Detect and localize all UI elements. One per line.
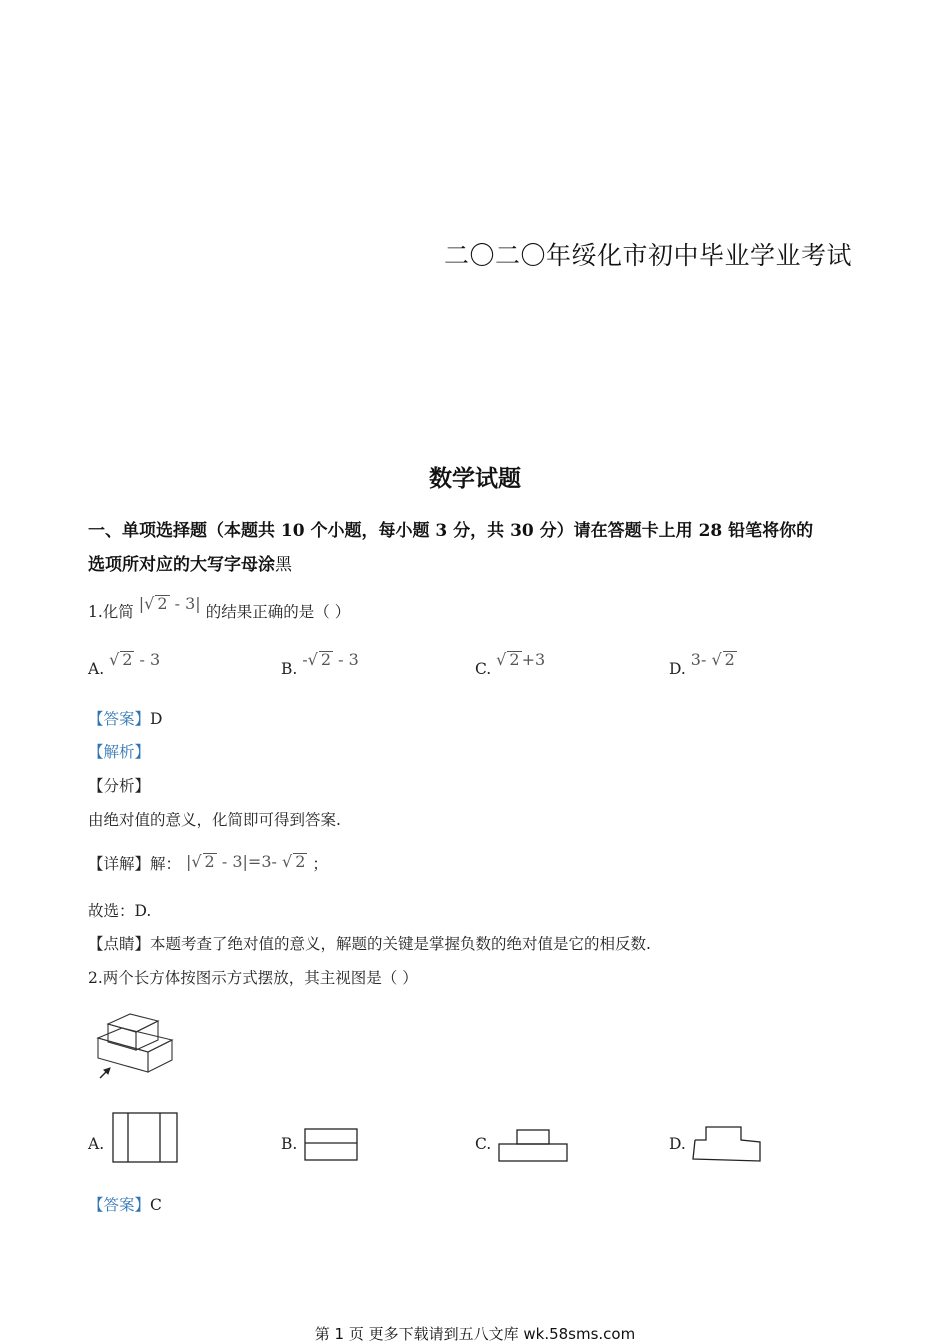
q2-answer: 【答案】C bbox=[88, 1196, 162, 1214]
section-line-1: 一、单项选择题（本题共 10 个小题，每小题 3 分，共 30 分）请在答题卡上用 28 铅笔将你的 bbox=[88, 521, 814, 541]
q1-option-a: A. √ 2 - 3 bbox=[88, 650, 161, 678]
q2-stacked-boxes-figure bbox=[94, 1010, 176, 1082]
q1-expression: |√ 2 - 3| bbox=[138, 594, 201, 613]
section-line-2 bbox=[88, 548, 813, 582]
q1-suffix: 的结果正确的是（ ） bbox=[205, 603, 351, 621]
section-line-2-normal: 黑 bbox=[275, 555, 292, 575]
q2-option-a-figure bbox=[112, 1112, 180, 1164]
subject-title: 数学试题 bbox=[429, 465, 521, 492]
q2-option-b-label: B. bbox=[281, 1135, 298, 1153]
q1-detail: 【详解】解： |√ 2 - 3|=3- √ 2 ； bbox=[88, 852, 328, 873]
q2-option-c-label: C. bbox=[475, 1135, 492, 1153]
q1-option-d: D. 3- √ 2 bbox=[669, 650, 735, 678]
q2-option-d-figure bbox=[691, 1124, 765, 1164]
q1-option-c: C. √ 2 +3 bbox=[475, 650, 546, 678]
page-footer: 第 1 页 更多下载请到五八文库 wk.58sms.com bbox=[314, 1325, 636, 1343]
q2-option-b-figure bbox=[304, 1127, 360, 1163]
question-2: 2.两个长方体按图示方式摆放，其主视图是（ ） bbox=[88, 969, 418, 987]
exam-title: 二〇二〇年绥化市初中毕业学业考试 bbox=[444, 241, 853, 270]
q1-comment: 【点睛】本题考查了绝对值的意义，解题的关键是掌握负数的绝对值是它的相反数. bbox=[88, 935, 651, 953]
q1-fenxi-tag: 【分析】 bbox=[88, 777, 151, 795]
q1-choose: 故选：D. bbox=[88, 902, 152, 920]
q1-fenxi-text: 由绝对值的意义，化简即可得到答案. bbox=[88, 811, 341, 829]
section-heading bbox=[88, 514, 813, 582]
q2-option-c-figure bbox=[497, 1128, 571, 1164]
q2-option-a-label: A. bbox=[88, 1135, 105, 1153]
question-1 bbox=[88, 594, 351, 622]
q1-prefix: 1.化简 bbox=[88, 603, 134, 621]
q2-option-d-label: D. bbox=[669, 1135, 686, 1153]
q1-option-b: B. -√ 2 - 3 bbox=[281, 650, 359, 678]
q1-analysis-tag: 【解析】 bbox=[88, 743, 151, 761]
section-line-2-bold: 选项所对应的大写字母涂 bbox=[88, 555, 275, 575]
q1-answer: 【答案】D bbox=[88, 710, 163, 728]
